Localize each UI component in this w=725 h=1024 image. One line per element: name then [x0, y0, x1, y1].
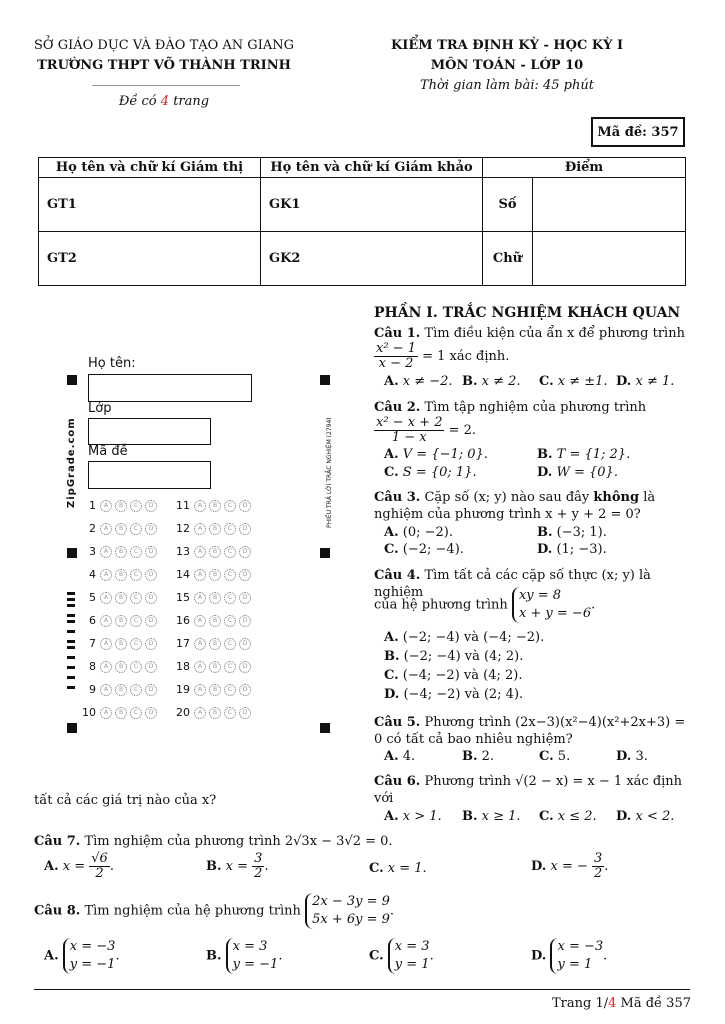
answer-bubble-b[interactable]: B [115, 707, 127, 719]
answer-bubble-a[interactable]: A [194, 523, 206, 535]
answer-bubble-d[interactable]: D [145, 684, 157, 696]
q2-option-b[interactable]: B. T = {1; 2}. [537, 447, 631, 462]
answer-bubble-b[interactable]: B [209, 707, 221, 719]
answer-row-number: 17 [176, 637, 190, 650]
question-3: Câu 3. Cặp số (x; y) nào sau đây không là nghiệm của phương trình x + y + 2 = 0? [374, 490, 656, 522]
cell-gk2: GK2 [261, 232, 483, 286]
answer-row [172, 499, 254, 512]
question-4: Câu 4. Tìm tất cả các cặp số thực (x; y) là nghiệm [374, 568, 651, 600]
q6-option-b[interactable]: B. x ≥ 1. [462, 809, 521, 824]
answer-bubble-b[interactable]: B [115, 523, 127, 535]
q7-option-d[interactable]: D. x = − $\frac{3}{2}$ . [531, 851, 609, 881]
answer-bubble-c[interactable]: C [130, 500, 142, 512]
question-7: Câu 7. Tìm nghiệm của phương trình 2√3x − 3√2 = 0. [34, 834, 393, 849]
answer-row-number: 7 [89, 637, 96, 650]
answer-bubble-b[interactable]: B [209, 684, 221, 696]
answer-bubble-a[interactable]: A [194, 661, 206, 673]
answer-row-number: 2 [89, 522, 96, 535]
cell-chu: Chữ [483, 232, 533, 286]
answer-row [78, 683, 160, 696]
timing-bar [67, 614, 75, 617]
answer-bubble-d[interactable]: D [145, 707, 157, 719]
col-proctor: Họ tên và chữ kí Giám thị [39, 158, 261, 178]
answer-bubble-a[interactable]: A [100, 523, 112, 535]
answer-row [172, 591, 254, 604]
answer-bubble-d[interactable]: D [145, 546, 157, 558]
answer-bubble-c[interactable]: C [224, 523, 236, 535]
answer-bubble-c[interactable]: C [130, 684, 142, 696]
answer-bubble-c[interactable]: C [130, 707, 142, 719]
q7-option-b[interactable]: B. x = $\frac{3}{2}$ . [206, 851, 269, 881]
answer-bubble-a[interactable]: A [100, 592, 112, 604]
answer-bubble-d[interactable]: D [239, 569, 251, 581]
answer-row-number: 14 [176, 568, 190, 581]
answer-bubble-d[interactable]: D [239, 592, 251, 604]
answer-bubble-b[interactable]: B [209, 592, 221, 604]
question-8: Câu 8. Tìm nghiệm của hệ phương trình 2x − 3y = 9 5x + 6y = 9. [34, 894, 395, 927]
timing-bar [67, 630, 75, 633]
answer-bubble-b[interactable]: B [209, 523, 221, 535]
q4-option-c[interactable]: C. (−4; −2) và (4; 2). [384, 668, 523, 683]
answer-bubble-b[interactable]: B [209, 661, 221, 673]
answer-bubble-c[interactable]: C [130, 638, 142, 650]
q7-option-a[interactable]: A. x = $\frac{√6}{2}$ . [44, 851, 114, 881]
answer-row [78, 568, 160, 581]
q8-option-d[interactable]: D. x = −3 y = 1. [531, 939, 608, 972]
answer-bubble-d[interactable]: D [145, 523, 157, 535]
answer-bubble-d[interactable]: D [239, 638, 251, 650]
header-divider [92, 85, 240, 86]
answer-bubble-c[interactable]: C [130, 592, 142, 604]
answer-bubble-c[interactable]: C [224, 592, 236, 604]
answer-bubble-d[interactable]: D [239, 684, 251, 696]
answer-bubble-b[interactable]: B [209, 569, 221, 581]
answer-row [78, 637, 160, 650]
answer-row [172, 683, 254, 696]
q1-option-b[interactable]: B. x ≠ 2. [462, 374, 521, 389]
answer-row [172, 660, 254, 673]
answer-row [78, 499, 160, 512]
answer-bubble-c[interactable]: C [130, 569, 142, 581]
corner-mark [67, 375, 77, 385]
name-field[interactable] [88, 374, 252, 402]
question-6: Câu 6. Phương trình √(2 − x) = x − 1 xác định với [374, 774, 683, 806]
q3-option-c[interactable]: C. (−2; −4). [384, 542, 464, 557]
section-title: PHẦN I. TRẮC NGHIỆM KHÁCH QUAN [374, 305, 681, 321]
question-5: Câu 5. Phương trình (2x−3)(x²−4)(x²+2x+3) = 0 có tất cả bao nhiêu nghiệm? [374, 715, 686, 747]
answer-bubble-c[interactable]: C [130, 523, 142, 535]
q2-option-d[interactable]: D. W = {0}. [537, 465, 618, 480]
timing-bar [67, 620, 75, 623]
timing-bar [67, 640, 75, 643]
col-score: Điểm [483, 158, 686, 178]
answer-row-number: 12 [176, 522, 190, 535]
answer-bubble-c[interactable]: C [130, 615, 142, 627]
answer-bubble-b[interactable]: B [115, 500, 127, 512]
answer-bubble-c[interactable]: C [224, 569, 236, 581]
answer-row-number: 16 [176, 614, 190, 627]
answer-bubble-a[interactable]: A [194, 546, 206, 558]
brand-text: ZipGrade.com [66, 417, 77, 508]
answer-bubble-a[interactable]: A [100, 546, 112, 558]
answer-row-number: 5 [89, 591, 96, 604]
answer-row [172, 637, 254, 650]
answer-bubble-a[interactable]: A [194, 500, 206, 512]
department-name: SỞ GIÁO DỤC VÀ ĐÀO TẠO AN GIANG [34, 38, 294, 53]
answer-bubble-b[interactable]: B [209, 546, 221, 558]
sheet-vertical-note: PHIẾU TRẢ LỜI TRẮC NGHIỆM (2794) [326, 417, 333, 528]
exam-title: KIỂM TRA ĐỊNH KỲ - HỌC KỲ I [390, 38, 624, 53]
timing-bar [67, 604, 75, 607]
answer-bubble-b[interactable]: B [209, 500, 221, 512]
answer-row-number: 18 [176, 660, 190, 673]
q2-option-c[interactable]: C. S = {0; 1}. [384, 465, 477, 480]
answer-bubble-d[interactable]: D [145, 592, 157, 604]
answer-row-number: 20 [176, 706, 190, 719]
question-1: Câu 1. Tìm điều kiện của ẩn x để phương trình $\frac{\text{x² − 1}}{x - 2}$ = 1 xác định. [374, 326, 685, 371]
answer-row-number: 10 [82, 706, 96, 719]
answer-bubble-b[interactable]: B [115, 661, 127, 673]
answer-bubble-c[interactable]: C [224, 500, 236, 512]
answer-row-number: 9 [89, 683, 96, 696]
corner-mark [320, 375, 330, 385]
timing-bar [67, 646, 75, 649]
answer-bubble-a[interactable]: A [194, 592, 206, 604]
q3-option-d[interactable]: D. (1; −3). [537, 542, 607, 557]
class-label: Lớp [88, 401, 112, 416]
q1-option-d[interactable]: D. x ≠ 1. [616, 374, 675, 389]
q5-option-d[interactable]: D. 3. [616, 749, 648, 764]
answer-bubble-a[interactable]: A [100, 500, 112, 512]
q6-option-c[interactable]: C. x ≤ 2. [539, 809, 597, 824]
answer-row-number: 3 [89, 545, 96, 558]
answer-bubble-c[interactable]: C [224, 546, 236, 558]
answer-row-number: 6 [89, 614, 96, 627]
answer-bubble-d[interactable]: D [145, 615, 157, 627]
footer-rule [34, 989, 690, 990]
answer-bubble-d[interactable]: D [145, 638, 157, 650]
answer-bubble-b[interactable]: B [115, 615, 127, 627]
answer-row [78, 660, 160, 673]
answer-row [172, 522, 254, 535]
col-examiner: Họ tên và chữ kí Giám khảo [261, 158, 483, 178]
answer-bubble-d[interactable]: D [145, 569, 157, 581]
answer-row [78, 706, 160, 719]
answer-bubble-c[interactable]: C [130, 546, 142, 558]
answer-bubble-b[interactable]: B [115, 592, 127, 604]
timing-bar [67, 676, 75, 679]
page-count: Đề có 4 trang [118, 94, 210, 109]
answer-bubble-a[interactable]: A [194, 638, 206, 650]
q6-option-a[interactable]: A. x > 1. [384, 809, 442, 824]
answer-bubble-c[interactable]: C [224, 684, 236, 696]
answer-row-number: 1 [89, 499, 96, 512]
q4-option-a[interactable]: A. (−2; −4) và (−4; −2). [384, 630, 545, 645]
answer-bubble-a[interactable]: A [100, 569, 112, 581]
q1-option-c[interactable]: C. x ≠ ±1. [539, 374, 608, 389]
answer-bubble-a[interactable]: A [100, 661, 112, 673]
cell-gt2: GT2 [39, 232, 261, 286]
cell-gk1: GK1 [261, 178, 483, 232]
name-label: Họ tên: [88, 356, 136, 371]
q5-option-a[interactable]: A. 4. [384, 749, 416, 764]
answer-row-number: 13 [176, 545, 190, 558]
timing-bar [67, 666, 75, 669]
answer-bubble-a[interactable]: A [100, 684, 112, 696]
answer-bubble-a[interactable]: A [194, 684, 206, 696]
timing-bar [67, 656, 75, 659]
answer-bubble-d[interactable]: D [239, 546, 251, 558]
answer-row [78, 522, 160, 535]
answer-bubble-d[interactable]: D [145, 500, 157, 512]
q1-option-a[interactable]: A. x ≠ −2. [384, 374, 453, 389]
answer-bubble-a[interactable]: A [100, 707, 112, 719]
code-label: Mã đề [88, 444, 128, 459]
question-2: Câu 2. Tìm tập nghiệm của phương trình $\frac{\text{x² − x + 2}}{1 - x}$ = 2. [374, 400, 647, 445]
answer-row-number: 15 [176, 591, 190, 604]
answer-row-number: 4 [89, 568, 96, 581]
question-4-system: của hệ phương trình xy = 8 x + y = −6. [374, 588, 596, 621]
answer-row-number: 19 [176, 683, 190, 696]
answer-bubble-d[interactable]: D [239, 615, 251, 627]
exam-time: Thời gian làm bài: 45 phút [420, 78, 594, 93]
q4-option-d[interactable]: D. (−4; −2) và (2; 4). [384, 687, 524, 702]
answer-bubble-c[interactable]: C [130, 661, 142, 673]
q8-option-c[interactable]: C. x = 3 y = 1. [369, 939, 434, 972]
q7-option-c[interactable]: C. x = 1. [369, 861, 427, 876]
signature-table [38, 157, 686, 286]
answer-bubble-b[interactable]: B [115, 638, 127, 650]
q4-option-b[interactable]: B. (−2; −4) và (4; 2). [384, 649, 524, 664]
answer-bubble-b[interactable]: B [115, 546, 127, 558]
q2-option-a[interactable]: A. V = {−1; 0}. [384, 447, 488, 462]
answer-bubble-d[interactable]: D [239, 500, 251, 512]
answer-bubble-c[interactable]: C [224, 707, 236, 719]
class-field[interactable] [88, 418, 211, 445]
subject-title: MÔN TOÁN - LỚP 10 [430, 58, 584, 73]
answer-row [78, 545, 160, 558]
school-name: TRƯỜNG THPT VÕ THÀNH TRINH [37, 58, 291, 73]
answer-bubble-a[interactable]: A [194, 707, 206, 719]
footer-page-info: Trang 1/4 Mã đề 357 [552, 996, 691, 1011]
q6-option-d[interactable]: D. x < 2. [616, 809, 675, 824]
q5-option-b[interactable]: B. 2. [462, 749, 495, 764]
exam-code-box: Mã đề: 357 [591, 117, 685, 147]
answer-bubble-c[interactable]: C [224, 661, 236, 673]
answer-row [172, 706, 254, 719]
answer-row [172, 568, 254, 581]
timing-bar [67, 592, 75, 595]
cell-gt1: GT1 [39, 178, 261, 232]
q5-option-c[interactable]: C. 5. [539, 749, 571, 764]
answer-bubble-b[interactable]: B [115, 684, 127, 696]
answer-bubble-a[interactable]: A [100, 615, 112, 627]
answer-bubble-a[interactable]: A [100, 638, 112, 650]
answer-bubble-d[interactable]: D [239, 523, 251, 535]
answer-bubble-c[interactable]: C [224, 638, 236, 650]
answer-bubble-b[interactable]: B [115, 569, 127, 581]
answer-bubble-d[interactable]: D [239, 661, 251, 673]
corner-mark [320, 548, 330, 558]
answer-bubble-b[interactable]: B [209, 615, 221, 627]
answer-bubble-a[interactable]: A [194, 569, 206, 581]
cell-so: Số [483, 178, 533, 232]
q8-option-a[interactable]: A. x = −3 y = −1. [44, 939, 120, 972]
answer-row [78, 591, 160, 604]
answer-row-number: 11 [176, 499, 190, 512]
answer-row-number: 8 [89, 660, 96, 673]
corner-mark [67, 548, 77, 558]
cell-score-words [533, 232, 686, 286]
timing-bar [67, 598, 75, 601]
timing-bar [67, 686, 75, 689]
answer-bubble-d[interactable]: D [239, 707, 251, 719]
corner-mark [320, 723, 330, 733]
code-field[interactable] [88, 461, 211, 489]
q8-option-b[interactable]: B. x = 3 y = −1. [206, 939, 283, 972]
q3-option-a[interactable]: A. (0; −2). [384, 525, 453, 540]
corner-mark [67, 723, 77, 733]
answer-row [172, 545, 254, 558]
q3-option-b[interactable]: B. (−3; 1). [537, 525, 607, 540]
answer-row [172, 614, 254, 627]
cell-score-number [533, 178, 686, 232]
question-6-cont: tất cả các giá trị nào của x? [34, 793, 217, 808]
answer-bubble-d[interactable]: D [145, 661, 157, 673]
answer-bubble-a[interactable]: A [194, 615, 206, 627]
answer-bubble-c[interactable]: C [224, 615, 236, 627]
answer-bubble-b[interactable]: B [209, 638, 221, 650]
answer-row [78, 614, 160, 627]
